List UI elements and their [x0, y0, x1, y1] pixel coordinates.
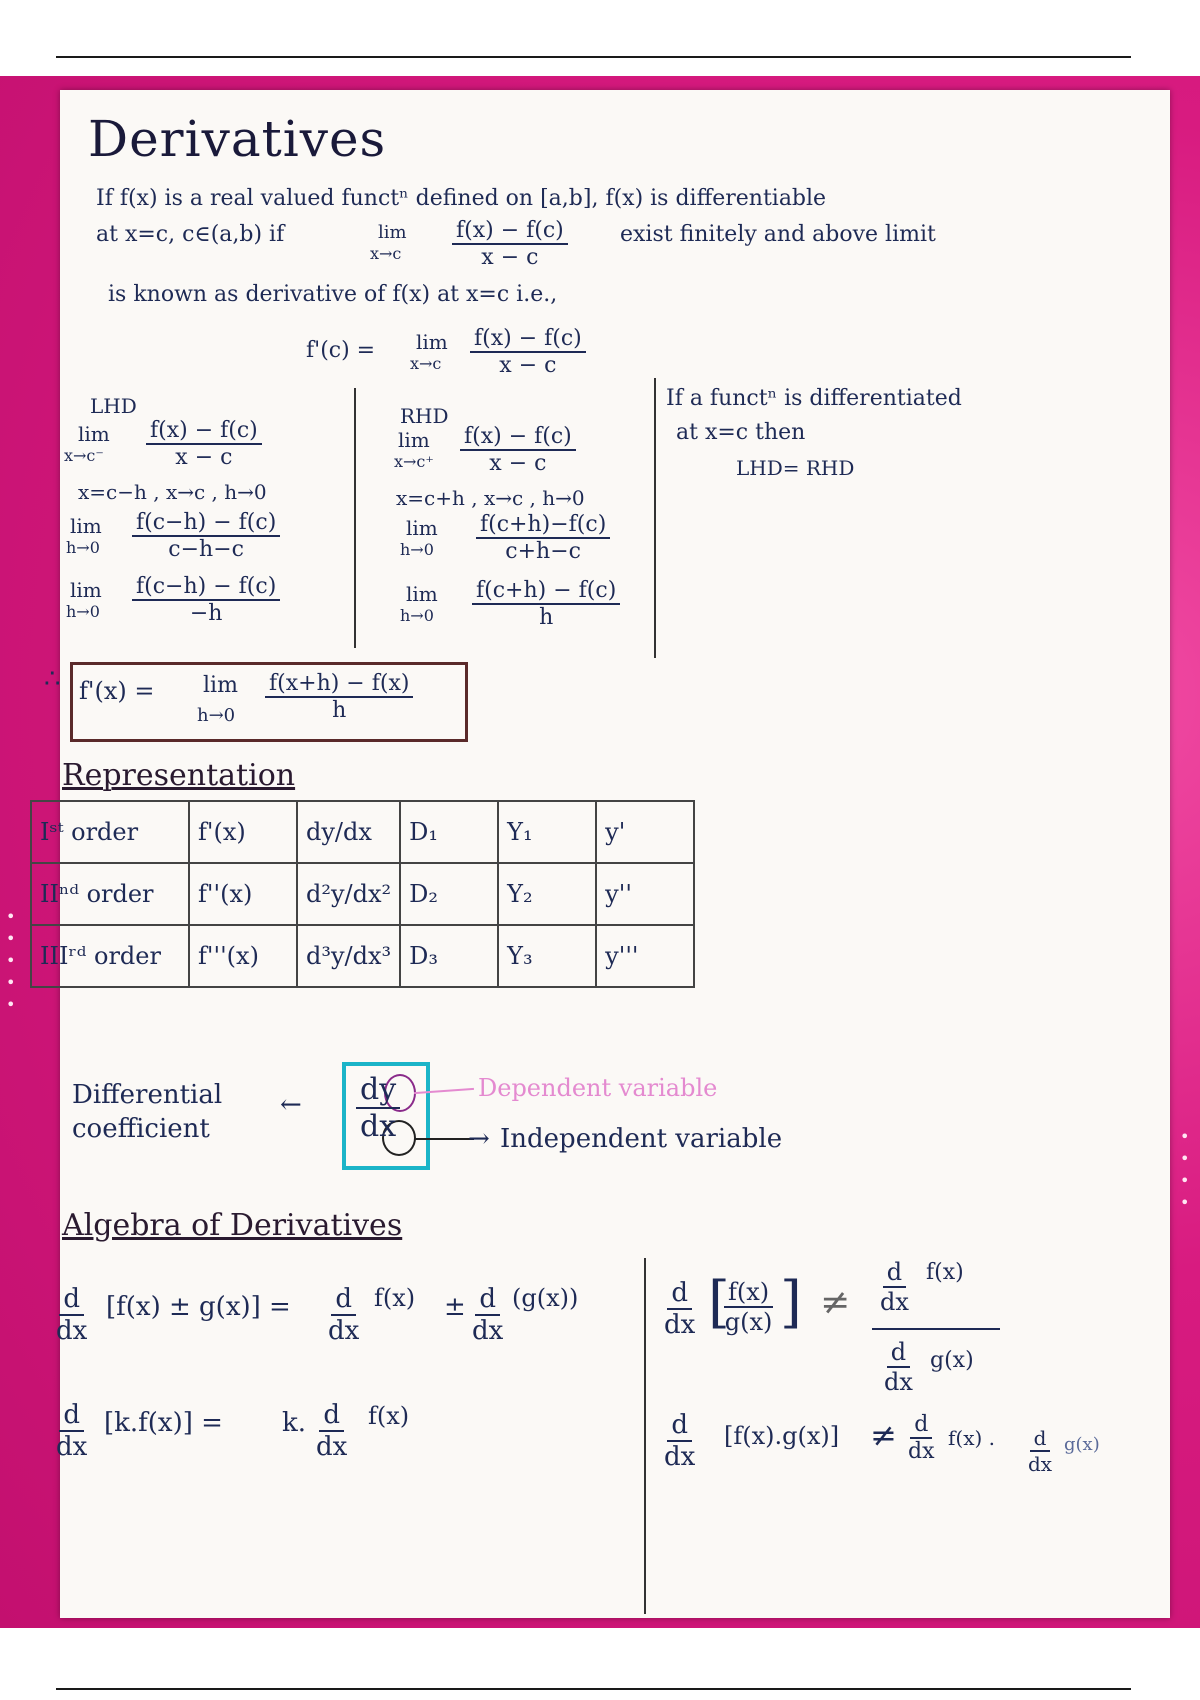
table-row [31, 925, 694, 987]
table-cell: f'''(x) [189, 925, 297, 987]
rhd-substitution: x=c+h , x→c , h→0 [396, 486, 585, 510]
quotient-rhs-bottom-d-dx [884, 1338, 913, 1396]
product-dx: dx [664, 1442, 696, 1472]
rhd-fraction-1-numerator: f(x) − f(c) [460, 424, 576, 451]
main-formula-fraction [470, 326, 586, 378]
quotient-d: d [667, 1278, 692, 1310]
rhd-fraction-3-denominator: h [539, 605, 554, 630]
representation-heading: Representation [62, 758, 296, 793]
intro-fraction-numerator: f(x) − f(c) [452, 218, 568, 245]
product-f: f(x) . [948, 1426, 996, 1450]
intro-line-2a: at x=c, c∈(a,b) if [96, 222, 285, 247]
rhd-fraction-1-denominator: x − c [489, 451, 547, 476]
constant-rule-f-d: d [319, 1400, 344, 1432]
lhd-fraction-1-denominator: x − c [175, 445, 233, 470]
lhd-fraction-2-denominator: c−h−c [168, 537, 244, 562]
lhd-fraction-3 [132, 574, 280, 626]
sum-rule-d-dx-g [472, 1284, 503, 1346]
boxed-formula-lhs: f'(x) = [79, 677, 155, 705]
table-cell: f''(x) [189, 863, 297, 925]
table-cell: IIIʳᵈ order [31, 925, 189, 987]
independent-label: Independent variable [500, 1124, 783, 1154]
diff-coeff-numerator: dy [356, 1072, 400, 1109]
diff-coeff-label-1: Differential [72, 1080, 223, 1110]
table-cell: d³y/dx³ [297, 925, 400, 987]
rhd-lim-2-sub: h→0 [400, 540, 434, 559]
boxed-formula-denominator: h [332, 698, 347, 723]
top-rule [56, 56, 1131, 58]
quotient-denominator: g(x) [724, 1308, 773, 1336]
table-cell: Y₂ [498, 863, 596, 925]
sum-rule-expression: [f(x) ± g(x)] = [106, 1292, 291, 1322]
constant-rule-dx: dx [56, 1432, 88, 1462]
table-row [31, 801, 694, 863]
notes-page [40, 90, 1170, 1618]
condition-line-1: If a functⁿ is differentiated [666, 386, 962, 411]
table-cell: d²y/dx² [297, 863, 400, 925]
product-expression: [f(x).g(x)] [724, 1422, 840, 1450]
intro-line-3: is known as derivative of f(x) at x=c i.e., [108, 282, 558, 307]
main-formula-lim-sub: x→c [410, 354, 442, 373]
intro-line-1: If f(x) is a real valued functⁿ defined on [a,b], f(x) is differentiable [96, 186, 827, 211]
table-cell: Iˢᵗ order [31, 801, 189, 863]
intro-lim-sub: x→c [370, 244, 402, 263]
product-d-dx-g [1028, 1426, 1052, 1476]
sum-rule-f: f(x) [374, 1284, 416, 1312]
quotient-bracket-open: [ [708, 1270, 730, 1335]
intro-lim: lim [378, 222, 407, 243]
product-d: d [667, 1410, 692, 1442]
rhd-lim-3: lim [406, 582, 438, 606]
constant-rule-k: k. [282, 1408, 307, 1438]
condition-line-2: at x=c then [676, 420, 806, 445]
rhd-lim-1: lim [398, 428, 430, 452]
rhd-label: RHD [400, 404, 449, 428]
quotient-fraction [724, 1278, 773, 1336]
constant-rule-f: f(x) [368, 1402, 410, 1430]
table-cell: D₁ [400, 801, 498, 863]
sum-rule-d-dx [56, 1284, 87, 1346]
boxed-formula-numerator: f(x+h) − f(x) [265, 671, 413, 698]
constant-rule-expression: [k.f(x)] = [104, 1408, 223, 1438]
lhd-fraction-3-denominator: −h [189, 601, 223, 626]
independent-arrow [414, 1138, 474, 1140]
lhd-fraction-1 [146, 418, 262, 470]
sum-rule-g-dx: dx [472, 1316, 504, 1346]
lhd-rhd-divider [354, 388, 356, 648]
product-g: g(x) [1064, 1434, 1100, 1455]
lhd-lim-2-sub: h→0 [66, 538, 100, 557]
lhd-lim-1: lim [78, 422, 110, 446]
quotient-not-equal: ≠ [820, 1282, 851, 1323]
table-cell: Y₁ [498, 801, 596, 863]
rhd-fraction-2-numerator: f(c+h)−f(c) [476, 512, 610, 539]
rhd-condition-divider [654, 378, 656, 658]
lhd-fraction-1-numerator: f(x) − f(c) [146, 418, 262, 445]
product-d-dx-f [908, 1412, 935, 1464]
therefore-symbol: ∴ [44, 664, 61, 694]
lhd-lim-2: lim [70, 514, 102, 538]
lhd-lim-1-sub: x→c⁻ [64, 446, 104, 465]
algebra-heading: Algebra of Derivatives [62, 1208, 403, 1243]
table-cell: y'' [596, 863, 694, 925]
product-d-dx [664, 1410, 695, 1472]
dots-decoration-left: • • • • • [6, 907, 16, 1014]
constant-rule-d: d [59, 1400, 84, 1432]
representation-table [30, 800, 695, 988]
lhd-fraction-2-numerator: f(c−h) − f(c) [132, 510, 280, 537]
lhd-lim-3-sub: h→0 [66, 602, 100, 621]
rhd-fraction-2-denominator: c+h−c [505, 539, 581, 564]
quotient-dx: dx [664, 1310, 696, 1340]
boxed-formula [70, 662, 468, 742]
sum-rule-plus-minus: ± [444, 1292, 466, 1322]
rhd-fraction-2 [476, 512, 610, 564]
rhd-fraction-1 [460, 424, 576, 476]
intro-fraction-denominator: x − c [481, 245, 539, 270]
rhd-lim-3-sub: h→0 [400, 606, 434, 625]
boxed-formula-lim: lim [203, 673, 238, 698]
rhd-lim-1-sub: x→c⁺ [394, 452, 434, 471]
quotient-rhs-top-dx: dx [880, 1288, 909, 1316]
table-cell: f'(x) [189, 801, 297, 863]
dependent-label: Dependent variable [478, 1074, 718, 1102]
product-f-d: d [910, 1412, 932, 1439]
sum-rule-d-dx-f [328, 1284, 359, 1346]
rhd-fraction-3 [472, 578, 620, 630]
diff-coeff-label-2: coefficient [72, 1114, 210, 1144]
main-formula-numerator: f(x) − f(c) [470, 326, 586, 353]
rhd-lim-2: lim [406, 516, 438, 540]
quotient-d-dx [664, 1278, 695, 1340]
quotient-bracket-close: ] [780, 1270, 802, 1335]
lhd-fraction-2 [132, 510, 280, 562]
sum-rule-f-dx: dx [328, 1316, 360, 1346]
quotient-rhs-top-f: f(x) [926, 1260, 964, 1285]
diff-coeff-denominator: dx [360, 1109, 397, 1144]
lhd-fraction-3-numerator: f(c−h) − f(c) [132, 574, 280, 601]
page-title: Derivatives [88, 110, 387, 168]
constant-rule-d-dx-f [316, 1400, 347, 1462]
table-cell: D₂ [400, 863, 498, 925]
bottom-rule [56, 1688, 1131, 1690]
diff-coeff-fraction [356, 1072, 400, 1144]
quotient-rhs-top-d: d [883, 1258, 906, 1288]
dots-decoration-right: • • • • [1180, 1127, 1190, 1212]
constant-rule-d-dx [56, 1400, 87, 1462]
left-arrow-icon: ← [280, 1090, 302, 1120]
main-formula-lim: lim [416, 330, 448, 354]
rhd-fraction-3-numerator: f(c+h) − f(c) [472, 578, 620, 605]
table-cell: IIⁿᵈ order [31, 863, 189, 925]
table-row [31, 863, 694, 925]
quotient-rhs-bottom-d: d [887, 1338, 910, 1368]
boxed-formula-lim-sub: h→0 [197, 705, 236, 726]
quotient-rhs-top-d-dx [880, 1258, 909, 1316]
quotient-rhs-bar [872, 1328, 1000, 1330]
intro-line-2b: exist finitely and above limit [620, 222, 936, 247]
sum-rule-g: (g(x)) [512, 1284, 579, 1312]
right-arrow-icon: → [468, 1124, 490, 1154]
sum-rule-dx: dx [56, 1316, 88, 1346]
table-cell: y''' [596, 925, 694, 987]
product-not-equal: ≠ [870, 1416, 897, 1454]
product-g-dx: dx [1028, 1452, 1053, 1476]
quotient-numerator: f(x) [724, 1278, 773, 1308]
condition-line-3: LHD= RHD [736, 456, 855, 480]
table-cell: Y₃ [498, 925, 596, 987]
sum-rule-f-d: d [331, 1284, 356, 1316]
table-cell: dy/dx [297, 801, 400, 863]
boxed-formula-fraction [265, 671, 413, 723]
lhd-substitution: x=c−h , x→c , h→0 [78, 480, 267, 504]
table-cell: y' [596, 801, 694, 863]
intro-fraction [452, 218, 568, 270]
main-formula-denominator: x − c [499, 353, 557, 378]
constant-rule-f-dx: dx [316, 1432, 348, 1462]
quotient-rhs-bottom-g: g(x) [930, 1348, 974, 1373]
lhd-lim-3: lim [70, 578, 102, 602]
sum-rule-d: d [59, 1284, 84, 1316]
product-g-d: d [1030, 1426, 1051, 1452]
table-cell: D₃ [400, 925, 498, 987]
main-formula-lhs: f'(c) = [306, 338, 376, 363]
algebra-divider [644, 1258, 646, 1614]
sum-rule-g-d: d [475, 1284, 500, 1316]
quotient-rhs-bottom-dx: dx [884, 1368, 913, 1396]
product-f-dx: dx [908, 1439, 935, 1464]
lhd-label: LHD [90, 394, 137, 418]
